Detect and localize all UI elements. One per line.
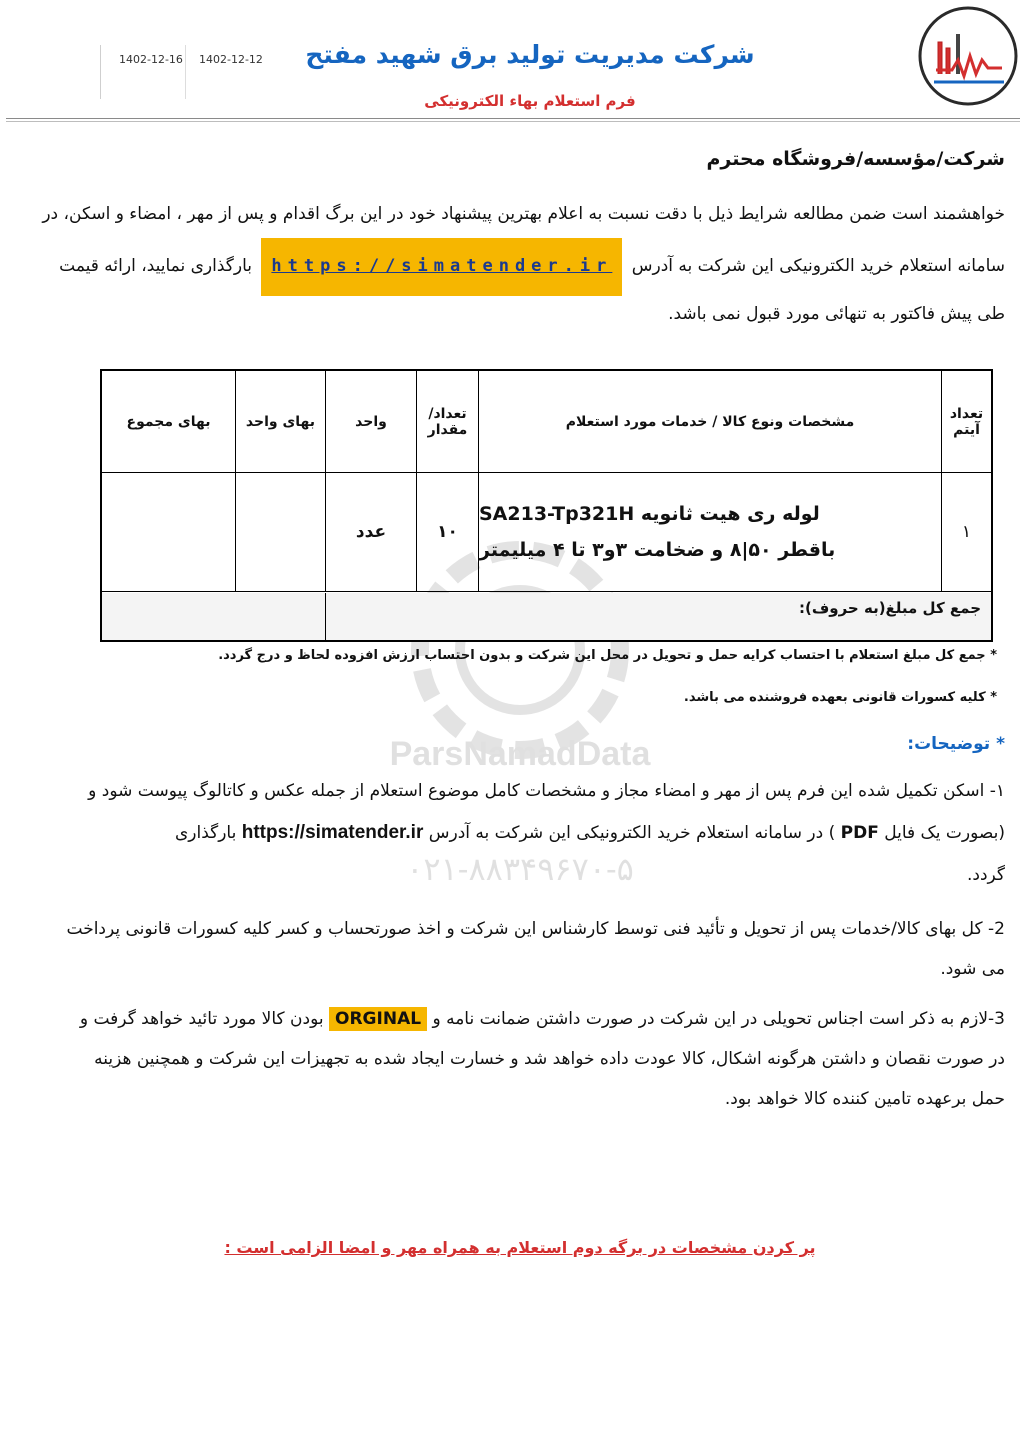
- header-quantity: تعداد/ مقدار: [427, 406, 468, 438]
- item-description: [479, 473, 941, 591]
- header-description: مشخصات ونوع کالا / خدمات مورد استعلام: [565, 414, 855, 430]
- explanation-1-line-3: گردد.: [966, 865, 1005, 885]
- portal-url-link[interactable]: https://simatender.ir: [261, 238, 622, 296]
- explanation-1-after: بارگذاری: [174, 823, 237, 843]
- date-1: 1402-12-16: [119, 53, 183, 66]
- item-total-price-field[interactable]: [102, 473, 235, 591]
- explanation-2-line-2: می شود.: [940, 959, 1005, 979]
- note-1: * جمع کل مبلغ استعلام با احتساب کرایه حمل و تحویل در محل این شرکت و بدون احتساب ارزش افزوده لحاظ و درج گردد.: [218, 648, 997, 663]
- header-divider: [6, 118, 1020, 122]
- total-amount-row[interactable]: [102, 593, 991, 640]
- intro-line-2: [59, 238, 1005, 296]
- date-2: 1402-12-12: [199, 53, 263, 66]
- watermark-brand: ParsNamadData: [389, 735, 651, 773]
- item-description-line-1: لوله ری هیت ثانویه SA213-Tp321H: [479, 503, 820, 525]
- item-unit: عدد: [355, 522, 387, 542]
- inquiry-table: [100, 369, 993, 642]
- note-2: * کلیه کسورات قانونی بعهده فروشنده می باشد.: [683, 690, 997, 705]
- header-item-count: تعداد آیتم: [949, 406, 984, 438]
- intro-line-2-after: بارگذاری نمایید، ارائه قیمت: [59, 256, 253, 276]
- intro-line-3: طی پیش فاکتور به تنهائی مورد قبول نمی باشد.: [668, 304, 1005, 324]
- explanation-3-line-3: حمل برعهده تامین کننده کالا خواهد بود.: [724, 1089, 1005, 1109]
- form-subtitle: فرم استعلام بهاء الکترونیکی: [424, 92, 636, 110]
- explanation-3-before: 3-لازم به ذکر است اجناس تحویلی در این شرکت در صورت داشتن ضمانت نامه و: [432, 1009, 1005, 1029]
- item-unit-price-field[interactable]: [236, 473, 325, 591]
- explanation-3-after: بودن کالا مورد تائید خواهد گرفت و: [79, 1009, 324, 1029]
- explanation-2-line-1: 2- کل بهای کالا/خدمات پس از تحویل و تأئید فنی توسط کارشناس این شرکت و اخذ صورتحساب و کسر کلیه کسورات قانونی پرداخت: [66, 919, 1005, 939]
- explanation-1-mid: ) در سامانه استعلام خرید الکترونیکی این شرکت به آدرس: [428, 823, 836, 843]
- item-description-line-2: باقطر ۵۰|۸ و ضخامت ۳و۳ تا ۴ میلیمتر: [479, 539, 836, 561]
- row-number: ۱: [961, 522, 972, 542]
- explanation-3-line-2: در صورت نقصان و داشتن هرگونه اشکال، کالا عودت داده خواهد شد و خسارت ایجاد شده به تجهیزات این شرکت و همچنین هزینه: [94, 1049, 1005, 1069]
- date-box: [100, 45, 263, 99]
- watermark-phone: ۰۲۱-۸۸۳۴۹۶۷۰-۵: [406, 851, 634, 887]
- header-unit: واحد: [355, 414, 387, 430]
- footer-requirement: پر کردن مشخصات در برگه دوم استعلام به همراه مهر و امضا الزامی است :: [224, 1238, 816, 1257]
- company-logo: [916, 4, 1020, 108]
- explanation-1-line-2: [175, 812, 1005, 854]
- header-unit-price: بهای واحد: [245, 414, 316, 430]
- greeting: شرکت/مؤسسه/فروشگاه محترم: [706, 148, 1005, 170]
- explanation-1-line-1: ۱- اسکن تکمیل شده این فرم پس از مهر و امضاء مجاز و مشخصات کامل موضوع استعلام از جمله عکس و کاتالوگ پیوست شود و: [88, 781, 1005, 801]
- item-quantity: ۱۰: [437, 522, 458, 542]
- explanation-3-line-1: [80, 998, 1005, 1040]
- explanation-1-before: (بصورت یک فایل: [884, 823, 1005, 843]
- pdf-label: PDF: [840, 823, 879, 843]
- original-highlight: ORGINAL: [329, 1007, 427, 1031]
- intro-line-1: خواهشمند است ضمن مطالعه شرایط ذیل با دقت نسبت به اعلام بهترین پیشنهاد خود در این برگ اقدام و پس از مهر ، امضاء و اسکن، در: [42, 204, 1005, 224]
- explanation-portal-url[interactable]: https://simatender.ir: [241, 822, 424, 843]
- company-title: شرکت مدیریت تولید برق شهید مفتح: [305, 40, 755, 69]
- intro-line-2-before: سامانه استعلام خرید الکترونیکی این شرکت به آدرس: [631, 256, 1005, 276]
- total-amount-label: جمع کل مبلغ(به حروف):: [799, 599, 981, 617]
- header-total-price: بهای مجموع: [126, 414, 211, 430]
- explanations-title: * توضیحات:: [907, 734, 1005, 754]
